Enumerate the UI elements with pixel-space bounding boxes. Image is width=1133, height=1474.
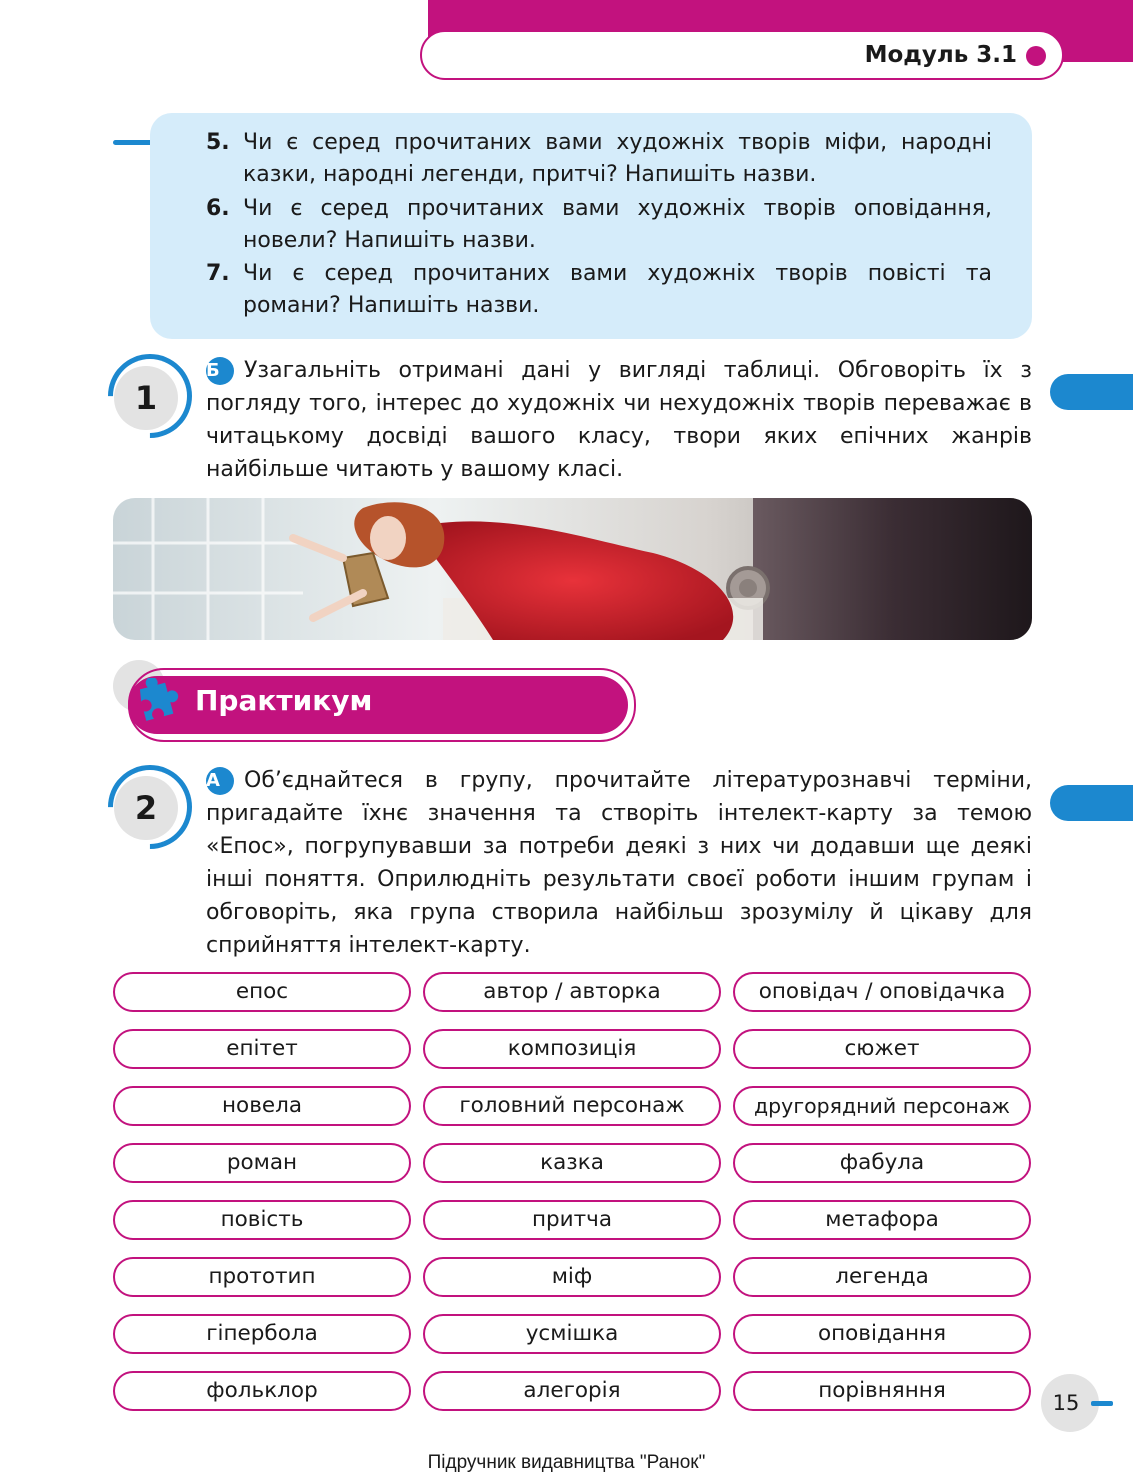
question-item (206, 258, 992, 322)
term-pill: роман (113, 1143, 411, 1183)
publisher-footer: Підручник видавництва "Ранок" (427, 1452, 706, 1473)
term-pill: усмішка (423, 1314, 721, 1354)
task-2-body: Об’єднайтеся в групу, прочитайте літературознавчі терміни, пригадайте їхнє значення та створіть інтелект-карту за темою «Епос», погрупувавши за потреби деякі з них чи додавши ще деякі інші поняття. Оприлюдніть результати своєї роботи іншим групам і обговоріть, яка група створила найбільш зрозумілу й цікаву для сприйняття інтелект-карту. (206, 768, 1032, 958)
term-pill: гіпербола (113, 1314, 411, 1354)
term-pill: метафора (733, 1200, 1031, 1240)
term-pill: притча (423, 1200, 721, 1240)
margin-tab (1050, 374, 1133, 410)
question-item (206, 193, 992, 257)
task-badge-b: Б (206, 357, 234, 385)
term-pill: епітет (113, 1029, 411, 1069)
task-2-text (206, 764, 1032, 962)
task-badge-a: А (206, 767, 234, 795)
term-pill: сюжет (733, 1029, 1031, 1069)
margin-tab (1050, 785, 1133, 821)
term-pill: алегорія (423, 1371, 721, 1411)
question-text: Чи є серед прочитаних вами художніх творів оповідання, новели? Напишіть назви. (243, 196, 992, 253)
reading-woman-illustration (113, 498, 1032, 640)
question-item (206, 127, 992, 191)
task-number-1: 1 (114, 366, 178, 430)
term-pill: новела (113, 1086, 411, 1126)
page-number-marker (1091, 1401, 1113, 1406)
practicum-title: Практикум (195, 684, 373, 717)
term-pill: повість (113, 1200, 411, 1240)
task-1-text (206, 354, 1032, 486)
term-pill: оповідання (733, 1314, 1031, 1354)
term-pill: автор / авторка (423, 972, 721, 1012)
task-number-2: 2 (114, 776, 178, 840)
term-pill: композиція (423, 1029, 721, 1069)
term-pill: порівняння (733, 1371, 1031, 1411)
term-pill: фабула (733, 1143, 1031, 1183)
term-pill: головний персонаж (423, 1086, 721, 1126)
term-pill: прототип (113, 1257, 411, 1297)
task-1-body: Узагальніть отримані дані у вигляді таблиці. Обговоріть їх з погляду того, інтерес до художніх чи нехудожніх творів переважає в читацькому досвіді вашого класу, твори яких епічних жанрів найбільше читають у вашому класі. (206, 358, 1032, 482)
question-text: Чи є серед прочитаних вами художніх творів міфи, народні казки, народні легенди, притчі? Напишіть назви. (243, 130, 992, 187)
puzzle-icon (130, 678, 180, 728)
question-text: Чи є серед прочитаних вами художніх творів повісті та романи? Напишіть назви. (243, 261, 992, 318)
term-pill: епос (113, 972, 411, 1012)
question-number: 6. (206, 196, 230, 221)
module-dot (1026, 46, 1046, 66)
question-number: 5. (206, 130, 230, 155)
module-label: Модуль 3.1 (864, 42, 1017, 68)
question-number: 7. (206, 261, 230, 286)
page-number: 15 (1052, 1391, 1080, 1415)
term-pill: фольклор (113, 1371, 411, 1411)
term-pill: другорядний персонаж (733, 1086, 1031, 1126)
term-pill: оповідач / оповідачка (733, 972, 1031, 1012)
term-pill: легенда (733, 1257, 1031, 1297)
term-pill: міф (423, 1257, 721, 1297)
term-pill: казка (423, 1143, 721, 1183)
